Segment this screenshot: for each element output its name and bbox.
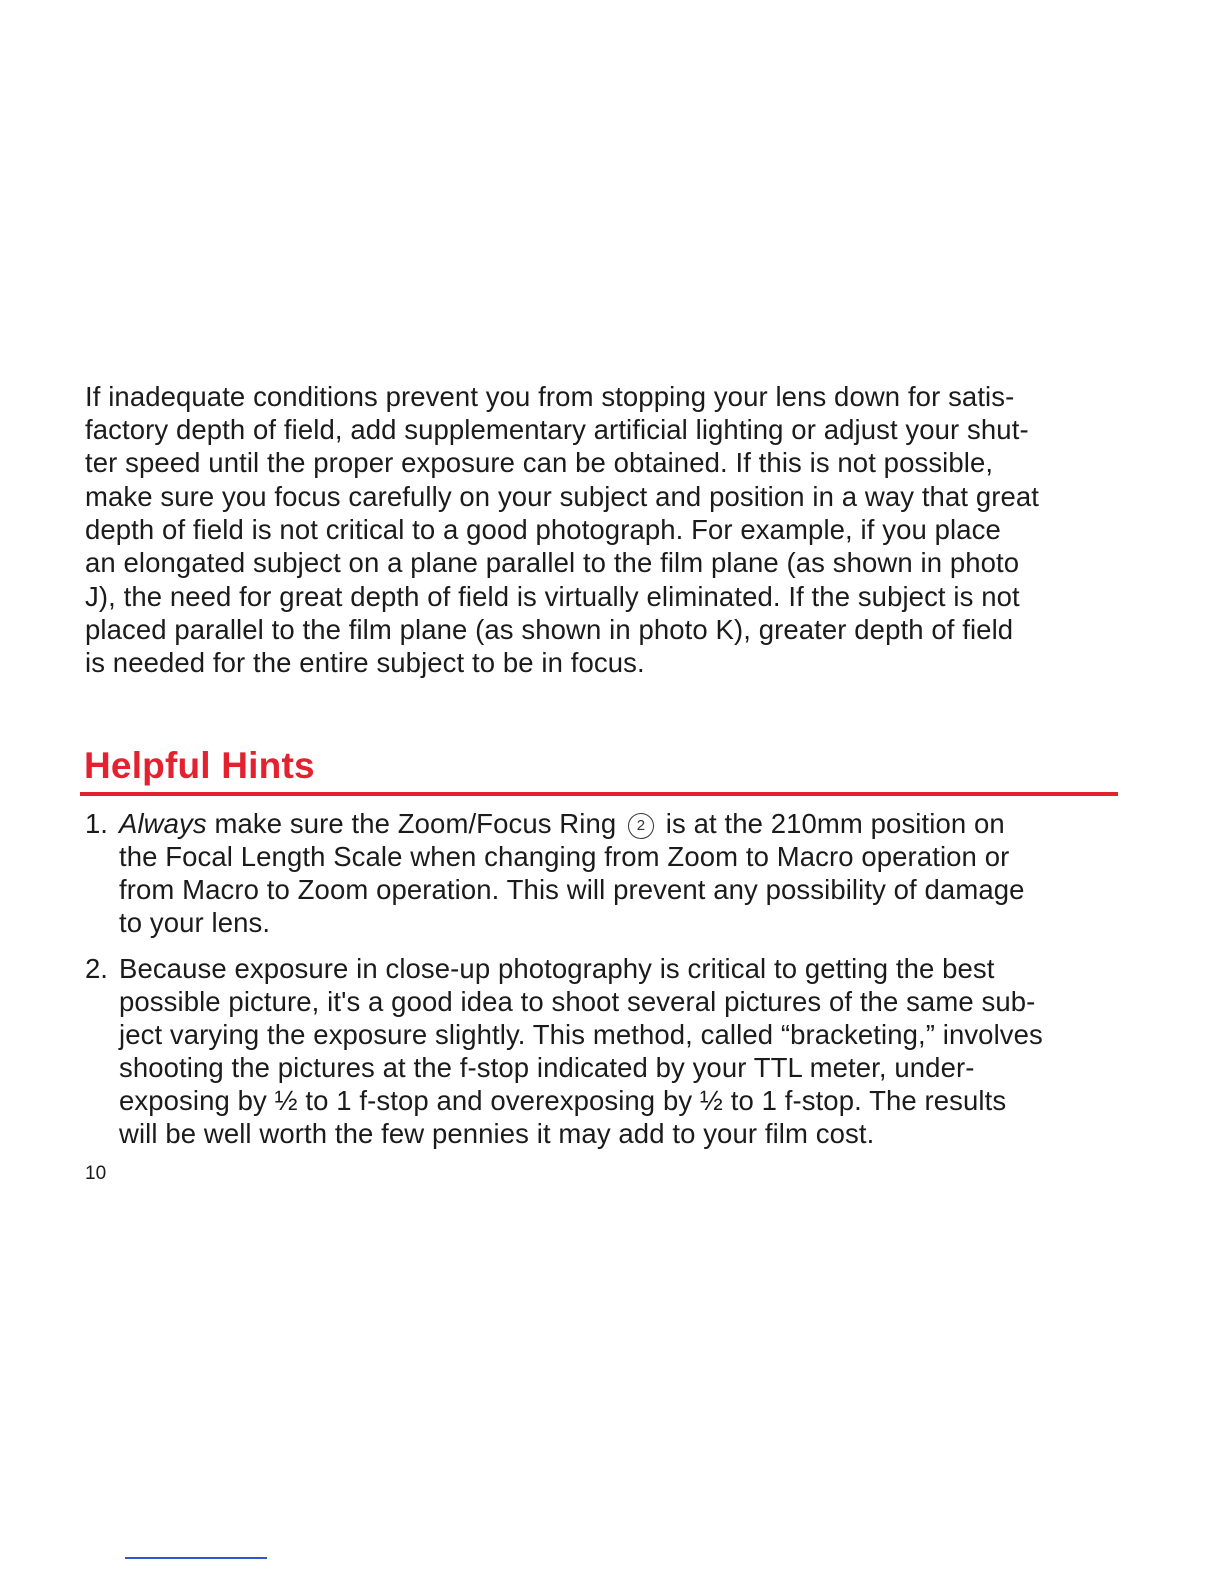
hint-line: from Macro to Zoom operation. This will prevent any possibility of damage xyxy=(119,874,1025,905)
intro-line: placed parallel to the film plane (as shown in photo K), greater depth of field xyxy=(85,614,1014,645)
intro-line: depth of field is not critical to a good photograph. For example, if you place xyxy=(85,514,1001,545)
hint-line: to your lens. xyxy=(119,907,271,938)
hint-first-line xyxy=(119,807,1005,840)
bottom-divider xyxy=(125,1557,267,1559)
hint-line: possible picture, it's a good idea to shoot several pictures of the same sub- xyxy=(119,986,1036,1017)
hint-line: ject varying the exposure slightly. This method, called “bracketing,” involves xyxy=(119,1019,1043,1050)
hint-number: 1. xyxy=(85,808,108,839)
heading-rule xyxy=(80,792,1118,796)
hint-number: 2. xyxy=(85,953,108,984)
hint-line: shooting the pictures at the f-stop indicated by your TTL meter, under- xyxy=(119,1052,975,1083)
section-heading: Helpful Hints xyxy=(84,745,315,786)
intro-line: J), the need for great depth of field is virtually eliminated. If the subject is not xyxy=(85,581,1020,612)
intro-line: is needed for the entire subject to be in focus. xyxy=(85,647,645,678)
intro-line: an elongated subject on a plane parallel to the film plane (as shown in photo xyxy=(85,547,1020,578)
emphasis-text: Always xyxy=(119,808,207,839)
hint-line: Because exposure in close-up photography is critical to getting the best xyxy=(119,953,995,984)
intro-line: factory depth of field, add supplementary artificial lighting or adjust your shut- xyxy=(85,414,1029,445)
circled-reference-marker: 2 xyxy=(628,813,654,839)
hint-line: the Focal Length Scale when changing from Zoom to Macro operation or xyxy=(119,841,1010,872)
hint-line: will be well worth the few pennies it may add to your film cost. xyxy=(119,1118,875,1149)
page-number: 10 xyxy=(85,1163,107,1184)
hint-text: make sure the Zoom/Focus Ring xyxy=(206,808,617,839)
intro-line: ter speed until the proper exposure can be obtained. If this is not possible, xyxy=(85,447,994,478)
hint-line: exposing by ½ to 1 f-stop and overexposing by ½ to 1 f-stop. The results xyxy=(119,1085,1007,1116)
intro-line: If inadequate conditions prevent you from stopping your lens down for satis- xyxy=(85,381,1015,412)
intro-line: make sure you focus carefully on your subject and position in a way that great xyxy=(85,481,1040,512)
hint-text: is at the 210mm position on xyxy=(665,808,1005,839)
